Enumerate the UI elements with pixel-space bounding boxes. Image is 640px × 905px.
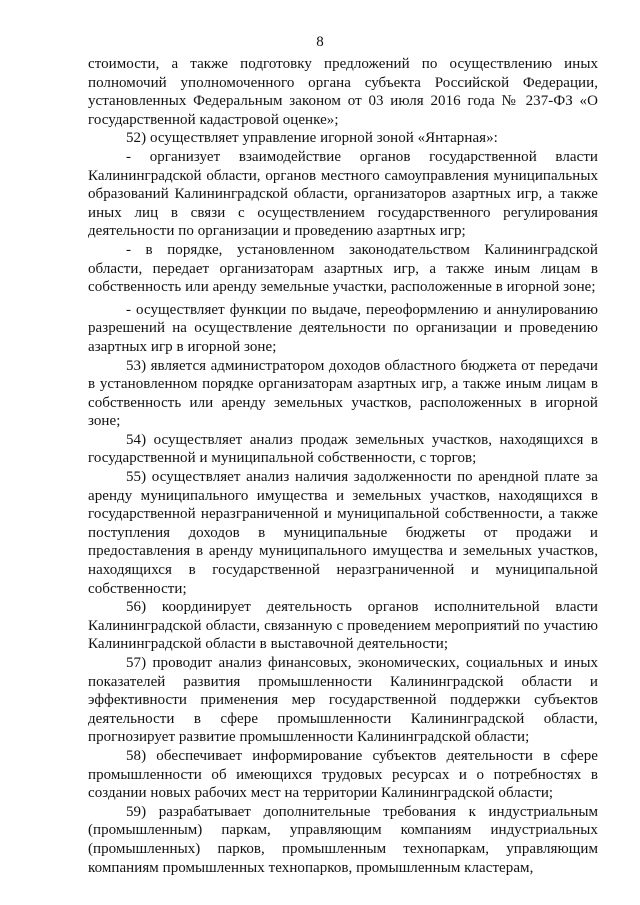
document-body bbox=[88, 55, 598, 877]
paragraph-item-56: 56) координирует деятельность органов исполнительной власти Калининградской области, связанную с проведением мероприятий по участию Калининградской области в выставочной деятельности; bbox=[88, 599, 598, 653]
paragraph-item-53: 53) является администратором доходов областного бюджета от передачи в установленном порядке организаторам азартных игр, а также иным лицам в собственность или аренду земельных участков, расположенных в игорной зоне; bbox=[88, 357, 598, 430]
paragraph-item-55: 55) осуществляет анализ наличия задолженности по арендной плате за аренду муниципального имущества и земельных участков, находящихся в государственной неразграниченной и муниципальной собственности, а также поступления доходов в муниципальные бюджеты от продажи и предоставления в аренду муниципального имущества и земельных участков, находящихся в государственной неразграниченной и муниципальной собственности; bbox=[88, 469, 598, 597]
paragraph-subitem-permits: - осуществляет функции по выдаче, переоформлению и аннулированию разрешений на осуществление деятельности по организации и проведению азартных игр в игорной зоне; bbox=[88, 301, 598, 355]
paragraph-continuation: стоимости, а также подготовку предложений по осуществлению иных полномочий уполномоченного органа субъекта Российской Федерации, установленных Федеральным законом от 03 июля 2016 года № 237-ФЗ «О государственной кадастровой оценке»; bbox=[88, 56, 598, 128]
page-number: 8 bbox=[316, 34, 324, 50]
paragraph-item-52: 52) осуществляет управление игорной зоной «Янтарная»: bbox=[126, 130, 498, 147]
paragraph-item-58: 58) обеспечивает информирование субъектов деятельности в сфере промышленности об имеющихся трудовых ресурсах и о потребностях в создании новых рабочих мест на территории Калининградской области; bbox=[88, 747, 598, 802]
paragraph-subitem-transfer-land: - в порядке, установленном законодательством Калининградской области, передает организаторам азартных игр, а также иным лицам в собственность или аренду земельные участки, расположенные в игорной зоне; bbox=[88, 241, 598, 296]
paragraph-item-59: 59) разрабатывает дополнительные требования к индустриальным (промышленным) паркам, управляющим компаниям индустриальных (промышленных) парков, промышленным технопаркам, управляющим компаниям промышленных технопарков, промышленным кластерам, bbox=[88, 803, 598, 876]
paragraph-item-54: 54) осуществляет анализ продаж земельных участков, находящихся в государственной и муниципальной собственности, с торгов; bbox=[88, 431, 598, 467]
paragraph-subitem-organize: - организует взаимодействие органов государственной власти Калининградской области, органов местного самоуправления муниципальных образований Калининградской области, организаторов азартных игр, а также иных лиц в связи с осуществлением государственного регулирования деятельности по организации и проведению азартных игр; bbox=[88, 148, 598, 240]
paragraph-item-57: 57) проводит анализ финансовых, экономических, социальных и иных показателей развития промышленности Калининградской области и эффективности применения мер государственной поддержки субъектов деятельности в сфере промышленности Калининградской области, прогнозирует развитие промышленности Калининградской области; bbox=[88, 655, 598, 746]
